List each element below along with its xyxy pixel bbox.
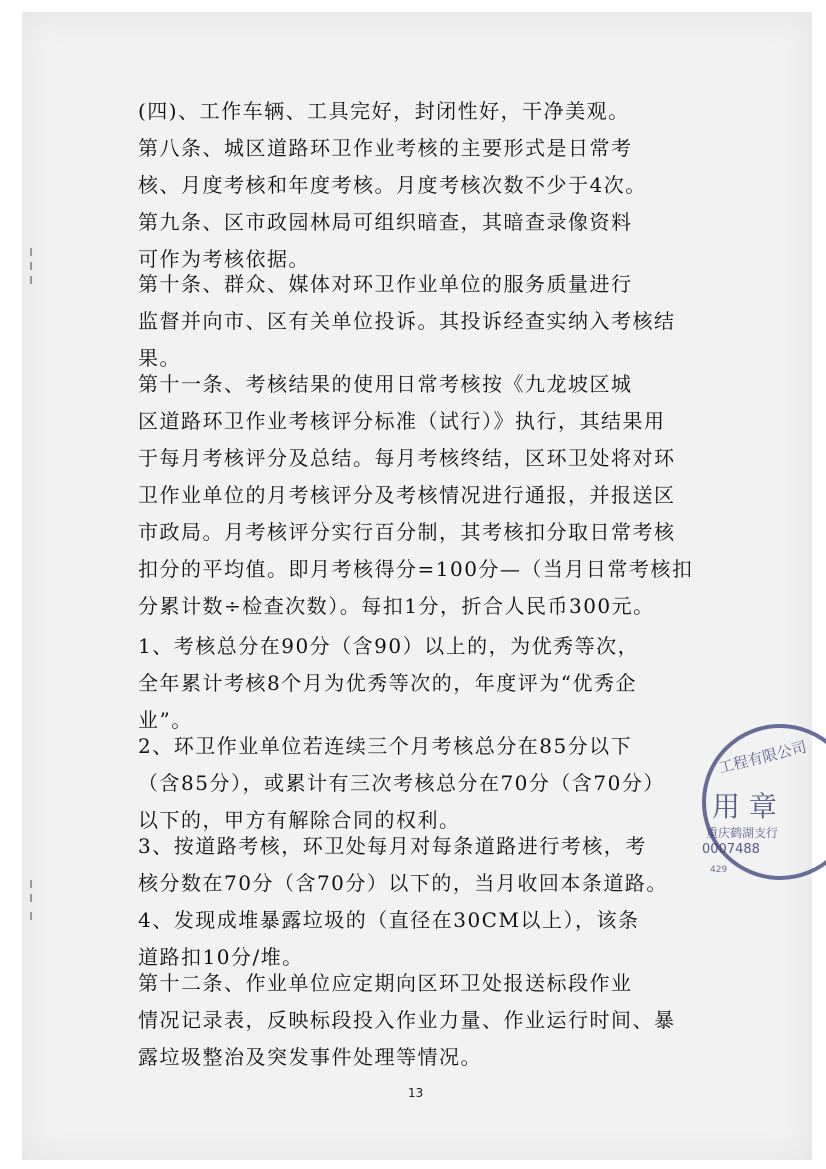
- seal-bank-text: 重庆鹤湖支行: [706, 826, 779, 840]
- text-line: 3、按道路考核，环卫处每月对每条道路进行考核，考: [138, 834, 647, 858]
- text-line: 业”。: [138, 708, 193, 732]
- text-line: 于每月考核评分及总结。每月考核终结，区环卫处将对环: [138, 446, 676, 470]
- text-line: 以下的，甲方有解除合同的权利。: [138, 808, 461, 832]
- text-line: 核分数在70分（含70分）以下的，当月收回本条道路。: [138, 871, 668, 895]
- page-number: 13: [408, 1086, 424, 1100]
- company-seal: [700, 722, 826, 882]
- text-line: 情况记录表，反映标段投入作业力量、作业运行时间、暴: [138, 1008, 676, 1032]
- text-line: 区道路环卫作业考核评分标准（试行）》执行，其结果用: [138, 409, 666, 433]
- text-line: 4、发现成堆暴露垃圾的（直径在30CM以上），该条: [138, 908, 640, 932]
- text-line: 第八条、城区道路环卫作业考核的主要形式是日常考: [138, 136, 633, 160]
- text-line: 分累计数÷检查次数）。每扣1分，折合人民币300元。: [138, 594, 655, 618]
- text-line: (四)、工作车辆、工具完好，封闭性好，干净美观。: [138, 99, 630, 123]
- text-line: 核、月度考核和年度考核。月度考核次数不少于4次。: [138, 173, 647, 197]
- text-line: （含85分），或累计有三次考核总分在70分（含70分）: [138, 771, 665, 795]
- seal-top-text: 工程有限公司: [716, 737, 809, 778]
- text-line: 1、考核总分在90分（含90）以上的，为优秀等次，: [138, 634, 640, 658]
- text-line: 扣分的平均值。即月考核得分=100分—（当月日常考核扣: [138, 557, 694, 581]
- text-line: 全年累计考核8个月为优秀等次的，年度评为“优秀企: [138, 671, 637, 695]
- seal-account-text: 0007488: [702, 842, 760, 857]
- text-line: 卫作业单位的月考核评分及考核情况进行通报，并报送区: [138, 483, 676, 507]
- text-line: 可作为考核依据。: [138, 247, 310, 271]
- text-line: 市政局。月考核评分实行百分制，其考核扣分取日常考核: [138, 520, 676, 544]
- text-line: 2、环卫作业单位若连续三个月考核总分在85分以下: [138, 734, 633, 758]
- text-line: 道路扣10分/堆。: [138, 945, 304, 969]
- seal-small-text: 429: [710, 865, 728, 875]
- seal-main-text: 用 章: [712, 790, 777, 823]
- text-line: 第十二条、作业单位应定期向区环卫处报送标段作业: [138, 971, 633, 995]
- text-line: 第十条、群众、媒体对环卫作业单位的服务质量进行: [138, 272, 633, 296]
- text-line: 监督并向市、区有关单位投诉。其投诉经查实纳入考核结: [138, 309, 676, 333]
- text-line: 果。: [138, 346, 181, 370]
- text-line: 第十一条、考核结果的使用日常考核按《九龙坡区城: [138, 372, 633, 396]
- text-line: 露垃圾整治及突发事件处理等情况。: [138, 1045, 482, 1069]
- text-line: 第九条、区市政园林局可组织暗查，其暗查录像资料: [138, 210, 633, 234]
